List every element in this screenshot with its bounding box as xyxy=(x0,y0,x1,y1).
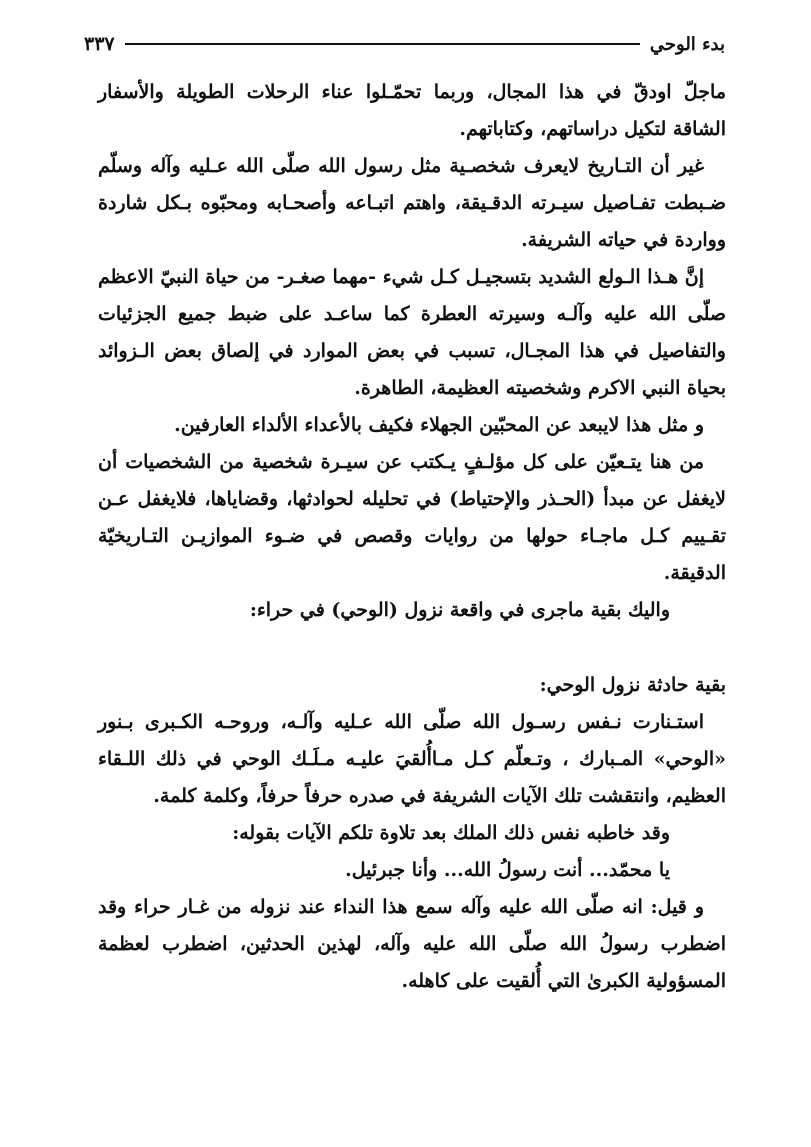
paragraph-caution: من هنا يتـعيّن على كل مؤلـفٍ يـكتب عن سيـرة شخصية من الشخصيات أن لايغفل عن مبدأ (الحـذر والإحتياط) في تحليله لحوادثها، وقضاياها، فلايغفل عـن تقـييم كـل ماجـاء حولها من روايات وقصص في ضـوء الموازيـن التـاريخيّة الدقيقة. xyxy=(98,451,726,584)
running-title: بدء الوحي xyxy=(649,33,725,55)
paragraph-angel-address: وقد خاطبه نفس ذلك الملك بعد تلاوة تلكم الآيات بقوله: xyxy=(232,822,670,844)
paragraph-responsibility: و قيل: انه صلّى الله عليه وآله سمع هذا النداء عند نزوله من غـار حراء وقد اضطرب رسولُ الله صلّى الله عليه وآله، لهذين الحدثين، اضطرب لعظمة المسؤولية الكبرىٰ التي أُلقيت على كاهله. xyxy=(98,896,726,992)
paragraph-continuation: ماجلّ اودقّ في هذا المجال، وربما تحمّـلوا عناء الرحلات الطويلة والأسفار الشاقة لتكيل دراساتهم، وكتاباتهم. xyxy=(98,81,726,140)
paragraph-revelation: استـنارت نـفس رسـول الله صلّى الله عـليه وآلـه، وروحـه الكـبرى بـنور «الوحي» المـبارك ، وتـعلّم كـل مـاأُلقيَ عليـه مـلَـك الوحي في ذلك اللـقاء العظيم، وانتقشت تلك الآيات الشريفة في صدره حرفاً حرفاً، وكلمة كلمة. xyxy=(98,711,726,807)
paragraph-devotion: إنَّ هـذا الـولع الشديد بتسجيـل كـل شيء -مهما صغـر- من حياة النبيّ الاعظم صلّى الله عليه وآلـه وسيرته العطرة كما ساعـد على ضبط جميع الجزئيات والتفاصيل في هذا المجـال، تسبب في بعض الموارد في إلصاق بعض الـزوائد بحياة النبي الاكرم وشخصيته العظيمة، الطاهرة. xyxy=(98,266,726,399)
section-heading: بقية حادثة نزول الوحي: xyxy=(539,674,726,696)
page-number: ٣٣٧ xyxy=(84,33,115,55)
paragraph-ignorant-lovers: و مثل هذا لايبعد عن المحبّين الجهلاء فكيف بالأعداء الألداء العارفين. xyxy=(174,414,704,436)
paragraph-prophet-biography: غير أن التـاريخ لايعرف شخصـية مثل رسول الله صلّى الله عـليه وآله وسلّم ضـبطت تفـاصيل سيـرته الدقـيقة، واهتم اتبـاعه وأصحـابه ومحبّوه بـكل شاردة وواردة في حياته الشريفة. xyxy=(98,155,726,251)
running-header xyxy=(84,30,725,58)
paragraph-transition: واليك بقية ماجرى في واقعة نزول (الوحي) في حراء: xyxy=(249,599,670,621)
body-text xyxy=(98,74,726,1000)
paragraph-quote: يا محمّد... أنت رسولُ الله... وأنا جبرئيل. xyxy=(345,859,670,881)
header-rule xyxy=(125,43,640,45)
